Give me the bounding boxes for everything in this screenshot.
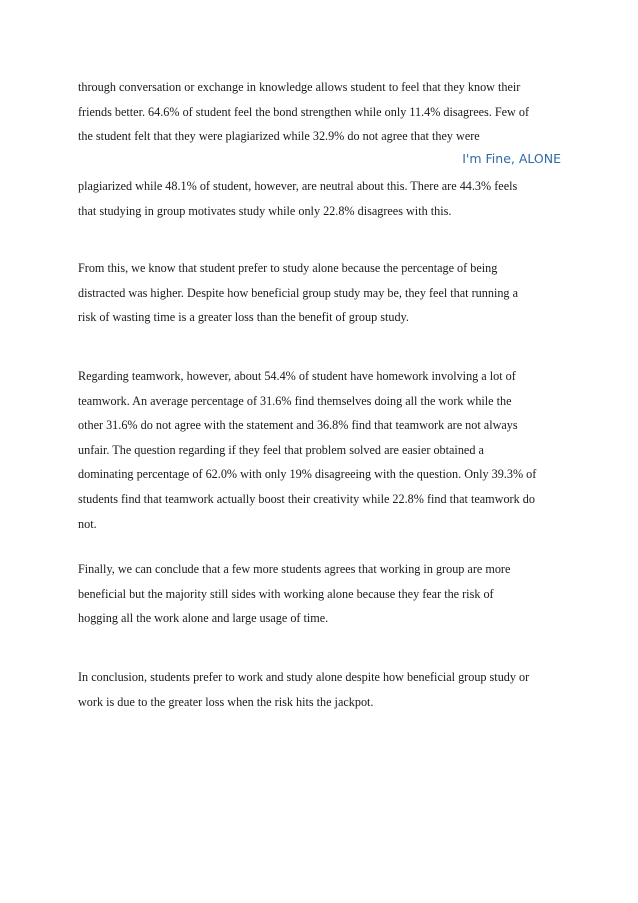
paragraph-conclusion [78, 665, 568, 714]
text-line: hogging all the work alone and large usage of time. [78, 611, 329, 626]
running-header-title: I'm Fine, ALONE [462, 151, 561, 166]
text-line: not. [78, 516, 97, 531]
paragraph-continued-top [78, 75, 568, 149]
text-line: beneficial but the majority still sides with working alone because they fear the risk of [78, 586, 494, 601]
text-line: other 31.6% do not agree with the statement and 36.8% find that teamwork are not always [78, 418, 518, 433]
text-line: Finally, we can conclude that a few more students agrees that working in group are more [78, 562, 511, 576]
text-line: teamwork. An average percentage of 31.6% find themselves doing all the work while the [78, 393, 512, 408]
text-line: unfair. The question regarding if they feel that problem solved are easier obtained a [78, 442, 484, 457]
text-line: plagiarized while 48.1% of student, however, are neutral about this. There are 44.3% feels [78, 179, 518, 193]
text-line: the student felt that they were plagiarized while 32.9% do not agree that they were [78, 129, 480, 144]
paragraph-teamwork [78, 364, 568, 536]
text-line: through conversation or exchange in knowledge allows student to feel that they know their [78, 80, 521, 94]
text-line: work is due to the greater loss when the risk hits the jackpot. [78, 694, 374, 709]
text-line: friends better. 64.6% of student feel the bond strengthen while only 11.4% disagrees. Few of [78, 104, 530, 119]
text-line: distracted was higher. Despite how beneficial group study may be, they feel that running a [78, 285, 518, 300]
paragraph-study-alone [78, 256, 568, 330]
text-line: Regarding teamwork, however, about 54.4% of student have homework involving a lot of [78, 369, 516, 383]
text-line: From this, we know that student prefer to study alone because the percentage of being [78, 261, 498, 275]
text-line: dominating percentage of 62.0% with only 19% disagreeing with the question. Only 39.3% of [78, 467, 537, 482]
paragraph-continued-after-header [78, 174, 568, 223]
text-line: In conclusion, students prefer to work and study alone despite how beneficial group study or [78, 670, 530, 684]
text-line: risk of wasting time is a greater loss than the benefit of group study. [78, 310, 409, 325]
text-line: students find that teamwork actually boost their creativity while 22.8% find that teamwork do [78, 491, 535, 506]
paragraph-finally [78, 557, 568, 631]
text-line: that studying in group motivates study while only 22.8% disagrees with this. [78, 203, 452, 218]
